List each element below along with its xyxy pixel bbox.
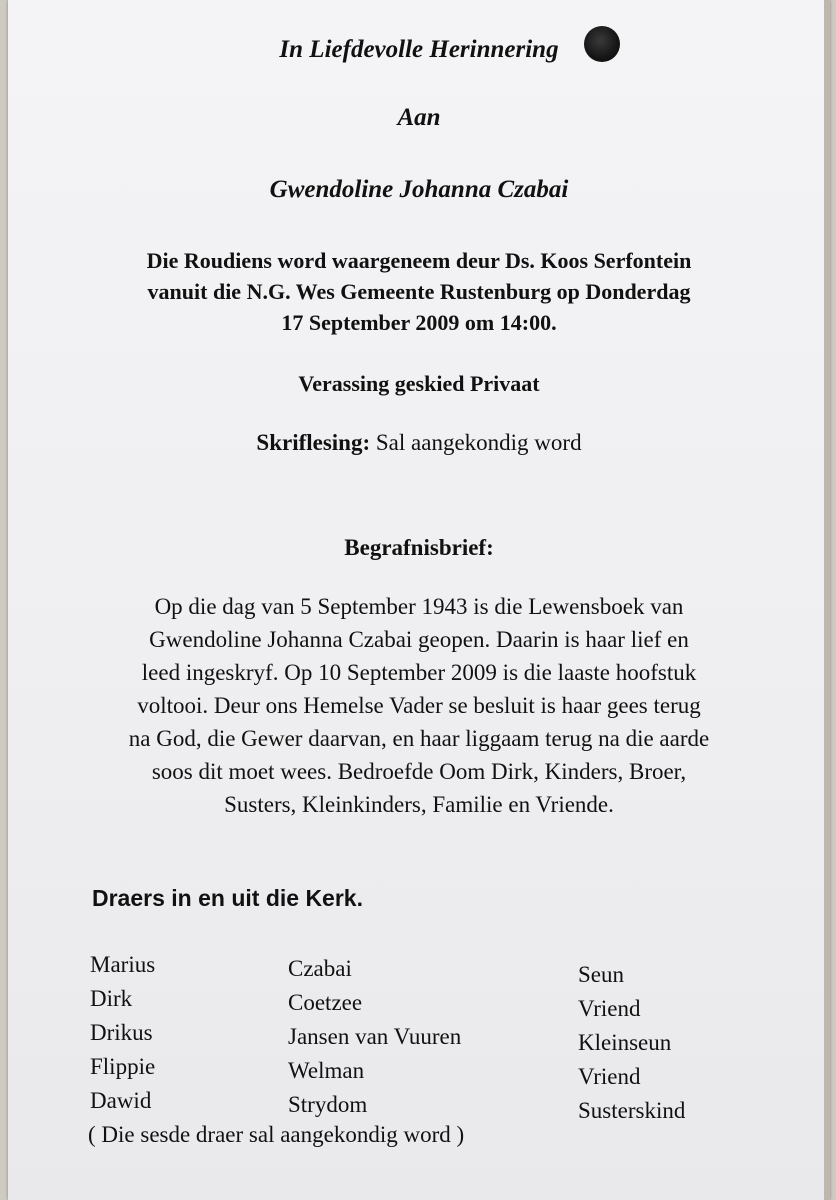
bearer-first-name: Dirk — [90, 986, 133, 1011]
bearer-surname: Coetzee — [288, 990, 363, 1015]
bearer-relation: Susterskind — [578, 1098, 686, 1123]
cremation-note: Verassing geskied Privaat — [298, 371, 540, 396]
bearer-relation: Vriend — [578, 996, 641, 1021]
letter-line: Gwendoline Johanna Czabai geopen. Daarin is haar lief en — [149, 627, 689, 652]
letter-line: Op die dag van 5 September 1943 is die Lewensboek van — [154, 594, 684, 619]
scripture-label: Skriflesing: — [256, 430, 371, 455]
service-details — [8, 245, 830, 338]
letter-line: voltooi. Deur ons Hemelse Vader se besluit is haar gees terug — [137, 693, 701, 718]
service-line3: 17 September 2009 om 14:00. — [281, 310, 557, 335]
bearers-heading: Draers in en uit die Kerk. — [92, 885, 363, 911]
letter-line: soos dit moet wees. Bedroefde Oom Dirk, Kinders, Broer, — [151, 759, 687, 784]
service-line2: vanuit die N.G. Wes Gemeente Rustenburg op Donderdag — [147, 279, 691, 304]
letter-heading: Begrafnisbrief: — [344, 535, 494, 560]
bearer-first-name: Drikus — [90, 1020, 153, 1045]
letter-line: leed ingeskryf. Op 10 September 2009 is die laaste hoofstuk — [141, 660, 697, 685]
service-line1: Die Roudiens word waargeneem deur Ds. Koos Serfontein — [146, 248, 692, 273]
bearers-first-names — [90, 948, 155, 1118]
bearer-surname: Jansen van Vuuren — [288, 1024, 462, 1049]
punch-hole-mark — [584, 26, 620, 62]
bearer-surname: Czabai — [288, 956, 352, 981]
letter-body — [8, 590, 830, 821]
letter-line: Susters, Kleinkinders, Familie en Vriende. — [224, 792, 614, 817]
bearer-first-name: Marius — [90, 952, 156, 977]
bearer-surname: Strydom — [288, 1092, 368, 1117]
bearer-relation: Vriend — [578, 1064, 641, 1089]
bearer-surname: Welman — [288, 1058, 365, 1083]
header-line2: Aan — [397, 104, 441, 131]
bearers-surnames — [288, 952, 461, 1122]
scripture-reading — [8, 430, 830, 456]
bearer-relation: Kleinseun — [578, 1030, 672, 1055]
bearer-relation: Seun — [578, 962, 624, 987]
memorial-sheet — [8, 0, 830, 1200]
bearer-first-name: Dawid — [90, 1088, 152, 1113]
sixth-bearer-note: ( Die sesde draer sal aangekondig word ) — [88, 1122, 465, 1147]
header-line1: In Liefdevolle Herinnering — [279, 36, 559, 63]
scripture-value: Sal aangekondig word — [375, 430, 582, 455]
deceased-name: Gwendoline Johanna Czabai — [269, 176, 569, 203]
bearer-first-name: Flippie — [90, 1054, 156, 1079]
letter-line: na God, die Gewer daarvan, en haar liggaam terug na die aarde — [128, 726, 710, 751]
bearers-relations — [578, 958, 685, 1128]
